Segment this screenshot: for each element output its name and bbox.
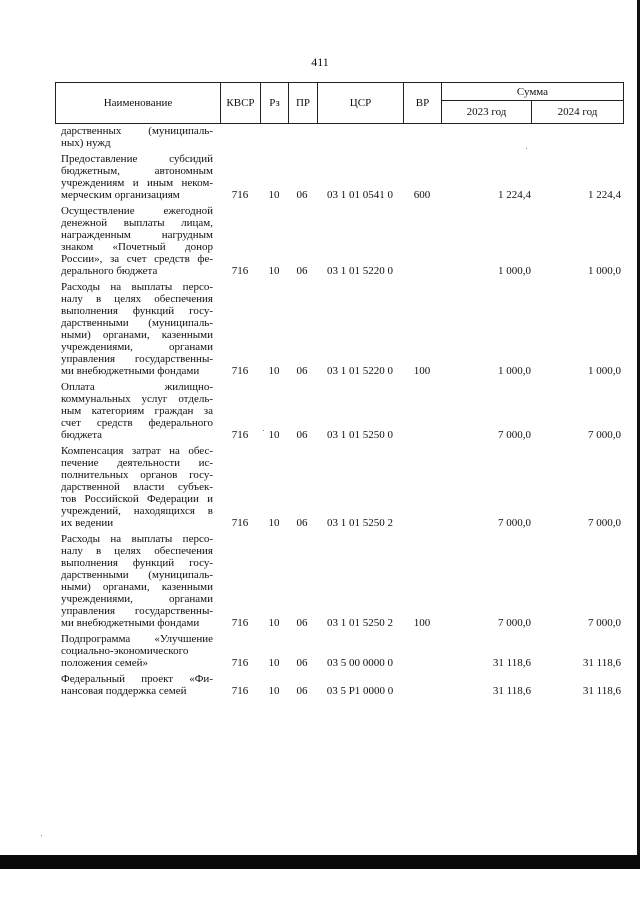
row-name-line: Расходы на выплаты персо- [61,281,213,293]
row-pr: 06 [296,429,308,441]
row-sum-2023: 7 000,0 [498,617,531,629]
row-name [55,673,213,697]
row-rz: 10 [268,685,280,697]
table-row [55,673,624,697]
row-name [55,125,213,149]
row-sum-2023: 7 000,0 [498,429,531,441]
row-name-line: дарственными (муниципаль- [61,569,213,581]
row-sum-2023: 1 000,0 [498,365,531,377]
row-csr: 03 1 01 5250 2 [327,617,393,629]
row-sum-2024: 7 000,0 [588,617,621,629]
row-name [55,381,213,441]
row-sum-2023: 1 224,4 [498,189,531,201]
scan-speck [41,835,42,836]
row-csr: 03 1 01 5220 0 [327,365,393,377]
row-name-line: полнительных органов госу- [61,469,213,481]
row-pr: 06 [296,365,308,377]
row-csr: 03 5 00 0000 0 [327,657,393,669]
row-name-line: Расходы на выплаты персо- [61,533,213,545]
row-name [55,533,213,629]
header-sum-group [442,83,623,123]
row-name-line: их ведении [61,517,114,529]
row-rz: 10 [268,365,280,377]
row-name-line: налу в целях обеспечения [61,545,213,557]
row-sum-2024: 1 000,0 [588,265,621,277]
header-year-2024: 2024 год [557,106,598,118]
row-vr: 100 [413,365,431,377]
row-name-line: дарственными (муниципаль- [61,317,213,329]
row-name-line: Оплата жилищно- [61,381,213,393]
row-csr: 03 1 01 0541 0 [327,189,393,201]
table-row [55,153,624,201]
row-name [55,281,213,377]
row-name-line: мерческим организациям [61,189,180,201]
row-rz: 10 [268,429,280,441]
row-kvsr: 716 [231,617,249,629]
row-name-line: учреждений, находящихся в [61,505,213,517]
row-kvsr: 716 [231,685,249,697]
row-name-line: дерального бюджета [61,265,158,277]
row-sum-2024: 7 000,0 [588,517,621,529]
row-sum-2023: 7 000,0 [498,517,531,529]
row-name-line: ным категориям граждан за [61,405,213,417]
row-name-line: ми внебюджетными фондами [61,617,200,629]
row-name [55,205,213,277]
row-rz: 10 [268,657,280,669]
row-vr: 600 [413,189,431,201]
row-pr: 06 [296,189,308,201]
table-row [55,381,624,441]
row-name-line: управления государственны- [61,605,213,617]
row-kvsr: 716 [231,429,249,441]
row-name-line: ных) нужд [61,137,111,149]
row-vr: 100 [413,617,431,629]
row-name-line: управления государственны- [61,353,213,365]
row-name-line: бюджетным, автономным [61,165,213,177]
row-name-line: социально-экономического [61,645,189,657]
row-name [55,445,213,529]
row-name-line: выполнения функций госу- [61,305,213,317]
header-sum: Сумма [442,83,623,101]
row-name-line: Федеральный проект «Фи- [61,673,213,685]
row-name-line: выполнения функций госу- [61,557,213,569]
row-name-line: положения семей» [61,657,149,669]
row-kvsr: 716 [231,657,249,669]
row-name-line: России», за счет средств фе- [61,253,213,265]
table-row [55,533,624,629]
row-sum-2024: 7 000,0 [588,429,621,441]
page-number: 411 [311,55,329,69]
row-kvsr: 716 [231,517,249,529]
row-name-line: печение деятельности ис- [61,457,213,469]
table-row [55,281,624,377]
row-pr: 06 [296,685,308,697]
row-sum-2023: 1 000,0 [498,265,531,277]
row-csr: 03 5 P1 0000 0 [326,685,394,697]
table-header [55,82,624,124]
row-name-line: счет средств федерального [61,417,213,429]
row-pr: 06 [296,657,308,669]
table-body [55,125,624,697]
row-rz: 10 [268,189,280,201]
row-kvsr: 716 [231,365,249,377]
row-name-line: тов Российской Федерации и [61,493,213,505]
row-name-line: учреждениями, органами [61,593,213,605]
table-row [55,445,624,529]
scan-speck [263,430,264,431]
header-kvsr: КВСР [221,83,261,123]
row-name-line: учреждениям и иным неком- [61,177,213,189]
row-csr: 03 1 01 5250 2 [327,517,393,529]
row-name-line: знаком «Почетный донор [61,241,213,253]
row-name-line: дарственной власти субъек- [61,481,213,493]
row-pr: 06 [296,265,308,277]
row-name [55,153,213,201]
row-sum-2024: 31 118,6 [582,685,621,697]
scan-bottom-bar [0,855,640,869]
row-name-line: нансовая поддержка семей [61,685,187,697]
row-sum-2023: 31 118,6 [492,685,531,697]
row-name-line: денежной выплаты лицам, [61,217,213,229]
header-name: Наименование [56,83,221,123]
table-row [55,125,624,149]
row-name-line: Компенсация затрат на обес- [61,445,213,457]
row-name-line: налу в целях обеспечения [61,293,213,305]
header-rz: Рз [261,83,289,123]
row-pr: 06 [296,517,308,529]
header-pr: ПР [289,83,318,123]
row-rz: 10 [268,617,280,629]
row-name-line: Подпрограмма «Улучшение [61,633,213,645]
row-name-line: учреждениями, органами [61,341,213,353]
scan-speck [526,148,527,149]
header-csr: ЦСР [318,83,404,123]
header-vr: ВР [404,83,442,123]
row-kvsr: 716 [231,265,249,277]
row-name-line: бюджета [61,429,103,441]
table-row [55,205,624,277]
row-name-line: ными) органами, казенными [61,329,213,341]
budget-table [55,82,624,697]
row-csr: 03 1 01 5250 0 [327,429,393,441]
row-name-line: ными) органами, казенными [61,581,213,593]
row-name-line: дарственных (муниципаль- [61,125,213,137]
row-name [55,633,213,669]
row-name-line: Предоставление субсидий [61,153,213,165]
row-rz: 10 [268,517,280,529]
row-kvsr: 716 [231,189,249,201]
row-rz: 10 [268,265,280,277]
row-csr: 03 1 01 5220 0 [327,265,393,277]
row-name-line: Осуществление ежегодной [61,205,213,217]
row-sum-2024: 31 118,6 [582,657,621,669]
header-year-2023: 2023 год [442,101,532,123]
row-name-line: награжденным нагрудным [61,229,213,241]
table-row [55,633,624,669]
row-sum-2024: 1 224,4 [588,189,621,201]
row-name-line: ми внебюджетными фондами [61,365,200,377]
row-sum-2023: 31 118,6 [492,657,531,669]
row-sum-2024: 1 000,0 [588,365,621,377]
row-name-line: коммунальных услуг отдель- [61,393,213,405]
row-pr: 06 [296,617,308,629]
